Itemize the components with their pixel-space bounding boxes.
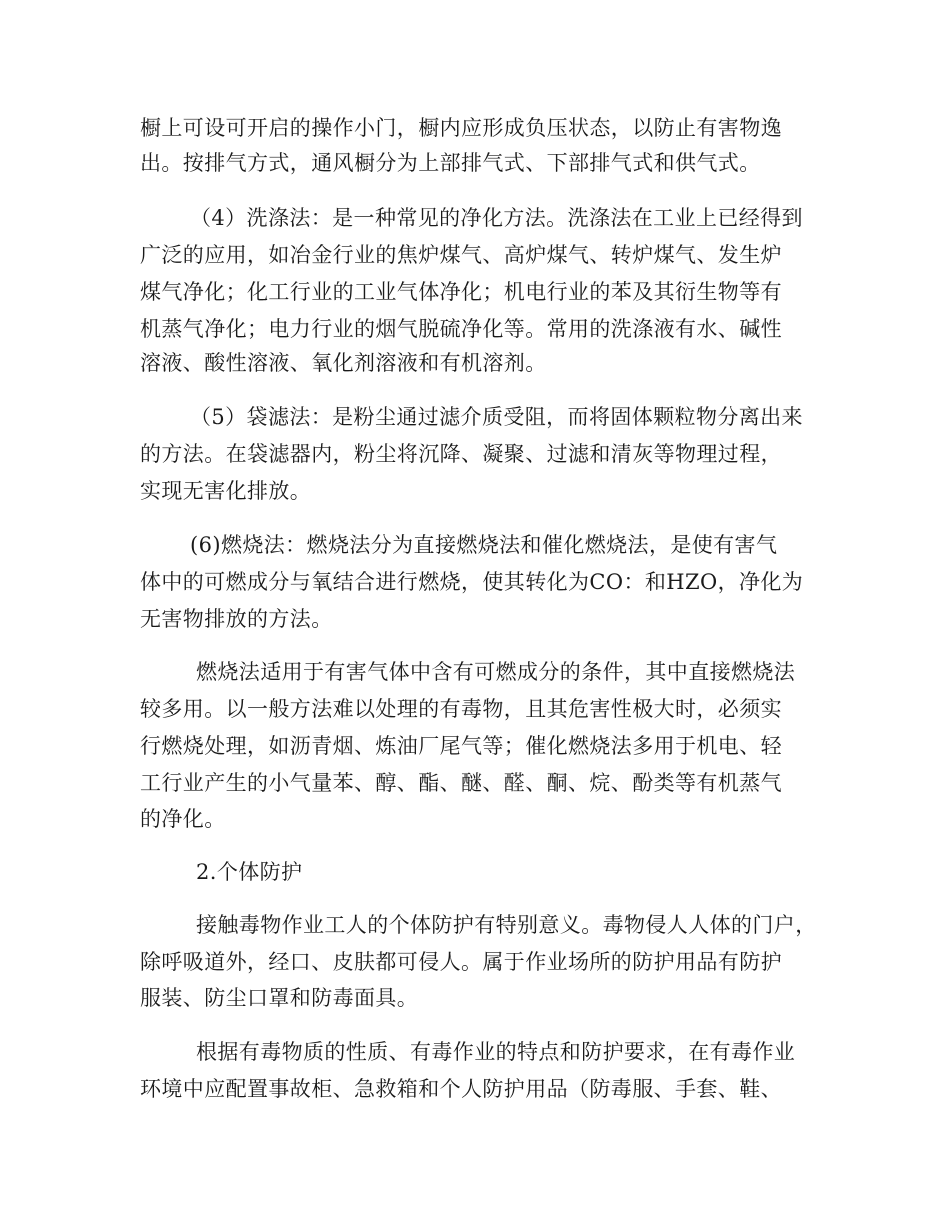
text-line: 机蒸气净化；电力行业的烟气脱硫净化等。常用的洗涤液有水、碱性 <box>140 317 782 341</box>
text-line: 根据有毒物质的性质、有毒作业的特点和防护要求，在有毒作业 <box>196 1040 796 1064</box>
text-line: 较多用。以一般方法难以处理的有毒物，且其危害性极大时，必须实 <box>140 697 782 721</box>
text-line: 溶液、酸性溶液、氧化剂溶液和有机溶剂。 <box>140 351 547 375</box>
text-line: 2.个体防护 <box>196 860 303 884</box>
text-line: （4）洗涤法：是一种常见的净化方法。洗涤法在工业上已经得到 <box>190 206 803 230</box>
text-line: （5）袋滤法：是粉尘通过滤介质受阻，而将固体颗粒物分离出来 <box>190 405 803 429</box>
text-line: 橱上可设可开启的操作小门，橱内应形成负压状态，以防止有害物逸 <box>140 116 782 140</box>
text-line: 工行业产生的小气量苯、醇、酯、醚、醛、酮、烷、酚类等有机蒸气 <box>140 771 782 795</box>
text-line: 实现无害化排放。 <box>140 479 312 503</box>
text-line: 除呼吸道外，经口、皮肤都可侵人。属于作业场所的防护用品有防护 <box>140 950 782 974</box>
text-line: 广泛的应用，如冶金行业的焦炉煤气、高炉煤气、转炉煤气、发生炉 <box>140 243 782 267</box>
text-line: 无害物排放的方法。 <box>140 607 333 631</box>
text-line: 体中的可燃成分与氧结合进行燃烧，使其转化为CO：和HZO，净化为 <box>140 570 804 594</box>
text-line: 行燃烧处理，如沥青烟、炼油厂尾气等；催化燃烧法多用于机电、轻 <box>140 734 782 758</box>
text-line: 接触毒物作业工人的个体防护有特别意义。毒物侵人人体的门户， <box>196 913 817 937</box>
text-line: 服装、防尘口罩和防毒面具。 <box>140 986 419 1010</box>
text-line: 煤气净化；化工行业的工业气体净化；机电行业的苯及其衍生物等有 <box>140 280 782 304</box>
text-line: 环境中应配置事故柜、急救箱和个人防护用品（防毒服、手套、鞋、 <box>140 1077 782 1101</box>
text-line: 的净化。 <box>140 807 226 831</box>
text-line: 的方法。在袋滤器内，粉尘将沉降、凝聚、过滤和清灰等物理过程， <box>140 442 782 466</box>
text-line: 燃烧法适用于有害气体中含有可燃成分的条件，其中直接燃烧法 <box>196 660 796 684</box>
text-line: 出。按排气方式，通风橱分为上部排气式、下部排气式和供气式。 <box>140 151 761 175</box>
text-line: (6)燃烧法：燃烧法分为直接燃烧法和催化燃烧法，是使有害气 <box>190 533 778 557</box>
